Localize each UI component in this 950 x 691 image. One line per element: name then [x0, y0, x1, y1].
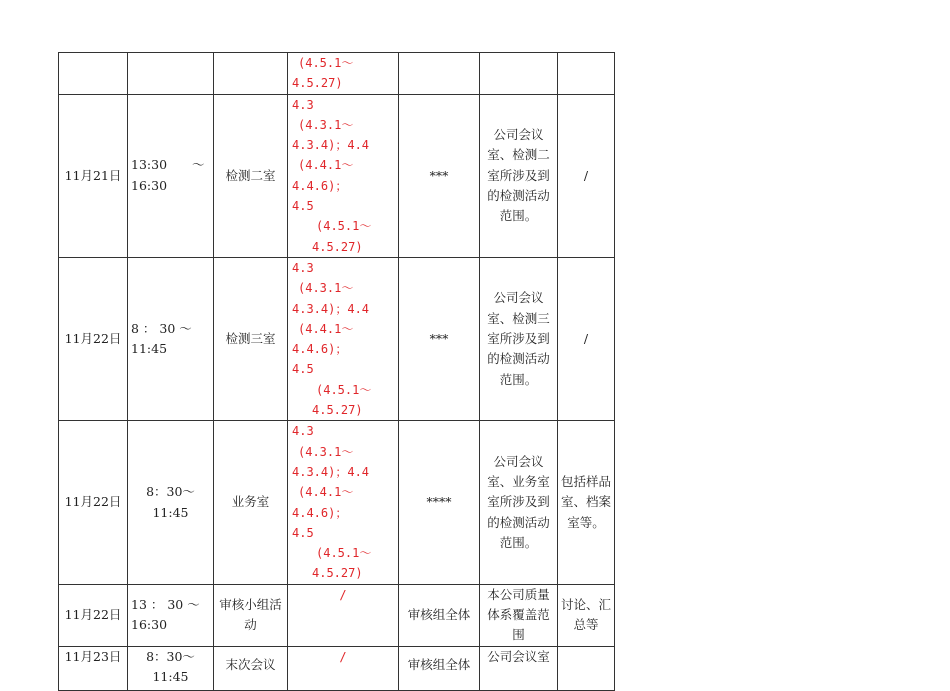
clause-line: (4.4.1～	[298, 158, 354, 173]
date-cell	[59, 53, 128, 95]
auditor-cell: ****	[399, 421, 480, 584]
time-cell: 8：30～11:45	[128, 421, 214, 584]
clause-line: (4.5.1～	[316, 546, 372, 561]
audit-schedule-table	[58, 52, 615, 691]
table-row	[59, 257, 615, 420]
clause-line: 4.3	[292, 97, 314, 112]
time-cell: 8：30～11:45	[128, 646, 214, 690]
date-cell: 11月22日	[59, 584, 128, 646]
clause-line: (4.4.1～	[298, 485, 354, 500]
scope-cell: 公司会议室、业务室室所涉及到的检测活动范围。	[480, 421, 558, 584]
note-cell: /	[558, 257, 615, 420]
clause-line: 4.3	[292, 260, 314, 275]
auditor-cell	[399, 53, 480, 95]
clause-line: (4.3.1～	[298, 444, 354, 459]
note-cell: 包括样品室、档案室等。	[558, 421, 615, 584]
clause-line: 4.5.27)	[312, 403, 363, 418]
clause-line: 4.3.4)；4.4	[292, 464, 370, 479]
clause-line: 4.5.27)	[292, 76, 343, 91]
time-cell: 8 ： 30 ～11:45	[128, 257, 214, 420]
clause-line: (4.3.1～	[298, 281, 354, 296]
clause-line: 4.5	[292, 199, 314, 214]
clause-line: 4.3.4)；4.4	[292, 301, 370, 316]
department-cell	[214, 53, 288, 95]
department-cell: 审核小组活动	[214, 584, 288, 646]
clause-line: (4.5.1～	[298, 56, 354, 70]
clause-cell	[288, 94, 399, 257]
department-cell: 业务室	[214, 421, 288, 584]
clause-line: 4.5.27)	[312, 566, 363, 581]
scope-cell: 公司会议室、检测三室所涉及到的检测活动范围。	[480, 257, 558, 420]
scope-cell: 公司会议室、检测二室所涉及到的检测活动范围。	[480, 94, 558, 257]
clause-line: 4.5	[292, 362, 314, 377]
clause-cell	[288, 646, 399, 690]
clause-line: 4.3	[292, 424, 314, 439]
clause-cell	[288, 584, 399, 646]
date-cell: 11月22日	[59, 421, 128, 584]
clause-line: 4.5	[292, 525, 314, 540]
clause-line: 4.4.6)；	[292, 342, 348, 357]
note-cell	[558, 646, 615, 690]
clause-line: 4.4.6)；	[292, 505, 348, 520]
note-cell: 讨论、汇总等	[558, 584, 615, 646]
clause-line: (4.5.1～	[316, 382, 372, 397]
clause-line: 4.3.4)；4.4	[292, 138, 370, 153]
time-cell: 13:30 ～16:30	[128, 94, 214, 257]
department-cell: 末次会议	[214, 646, 288, 690]
department-cell: 检测二室	[214, 94, 288, 257]
clause-line: /	[339, 587, 347, 602]
table-row	[59, 421, 615, 584]
date-cell: 11月21日	[59, 94, 128, 257]
note-cell	[558, 53, 615, 95]
clause-cell	[288, 257, 399, 420]
table-row	[59, 53, 615, 95]
clause-line: 4.4.6)；	[292, 178, 348, 193]
auditor-cell: ***	[399, 94, 480, 257]
auditor-cell: 审核组全体	[399, 646, 480, 690]
table-row	[59, 646, 615, 690]
auditor-cell: 审核组全体	[399, 584, 480, 646]
clause-line: 4.5.27)	[312, 239, 363, 254]
clause-cell	[288, 421, 399, 584]
time-cell: 13 ： 30 ～16:30	[128, 584, 214, 646]
clause-line: (4.5.1～	[316, 219, 372, 234]
clause-cell	[288, 53, 399, 95]
department-cell: 检测三室	[214, 257, 288, 420]
scope-cell: 本公司质量体系覆盖范围	[480, 584, 558, 646]
scope-cell: 公司会议室	[480, 646, 558, 690]
date-cell: 11月22日	[59, 257, 128, 420]
note-cell: /	[558, 94, 615, 257]
clause-line: (4.3.1～	[298, 117, 354, 132]
auditor-cell: ***	[399, 257, 480, 420]
scope-cell	[480, 53, 558, 95]
clause-line: /	[339, 649, 347, 664]
table-row	[59, 584, 615, 646]
table-row	[59, 94, 615, 257]
date-cell: 11月23日	[59, 646, 128, 690]
clause-line: (4.4.1～	[298, 321, 354, 336]
time-cell	[128, 53, 214, 95]
